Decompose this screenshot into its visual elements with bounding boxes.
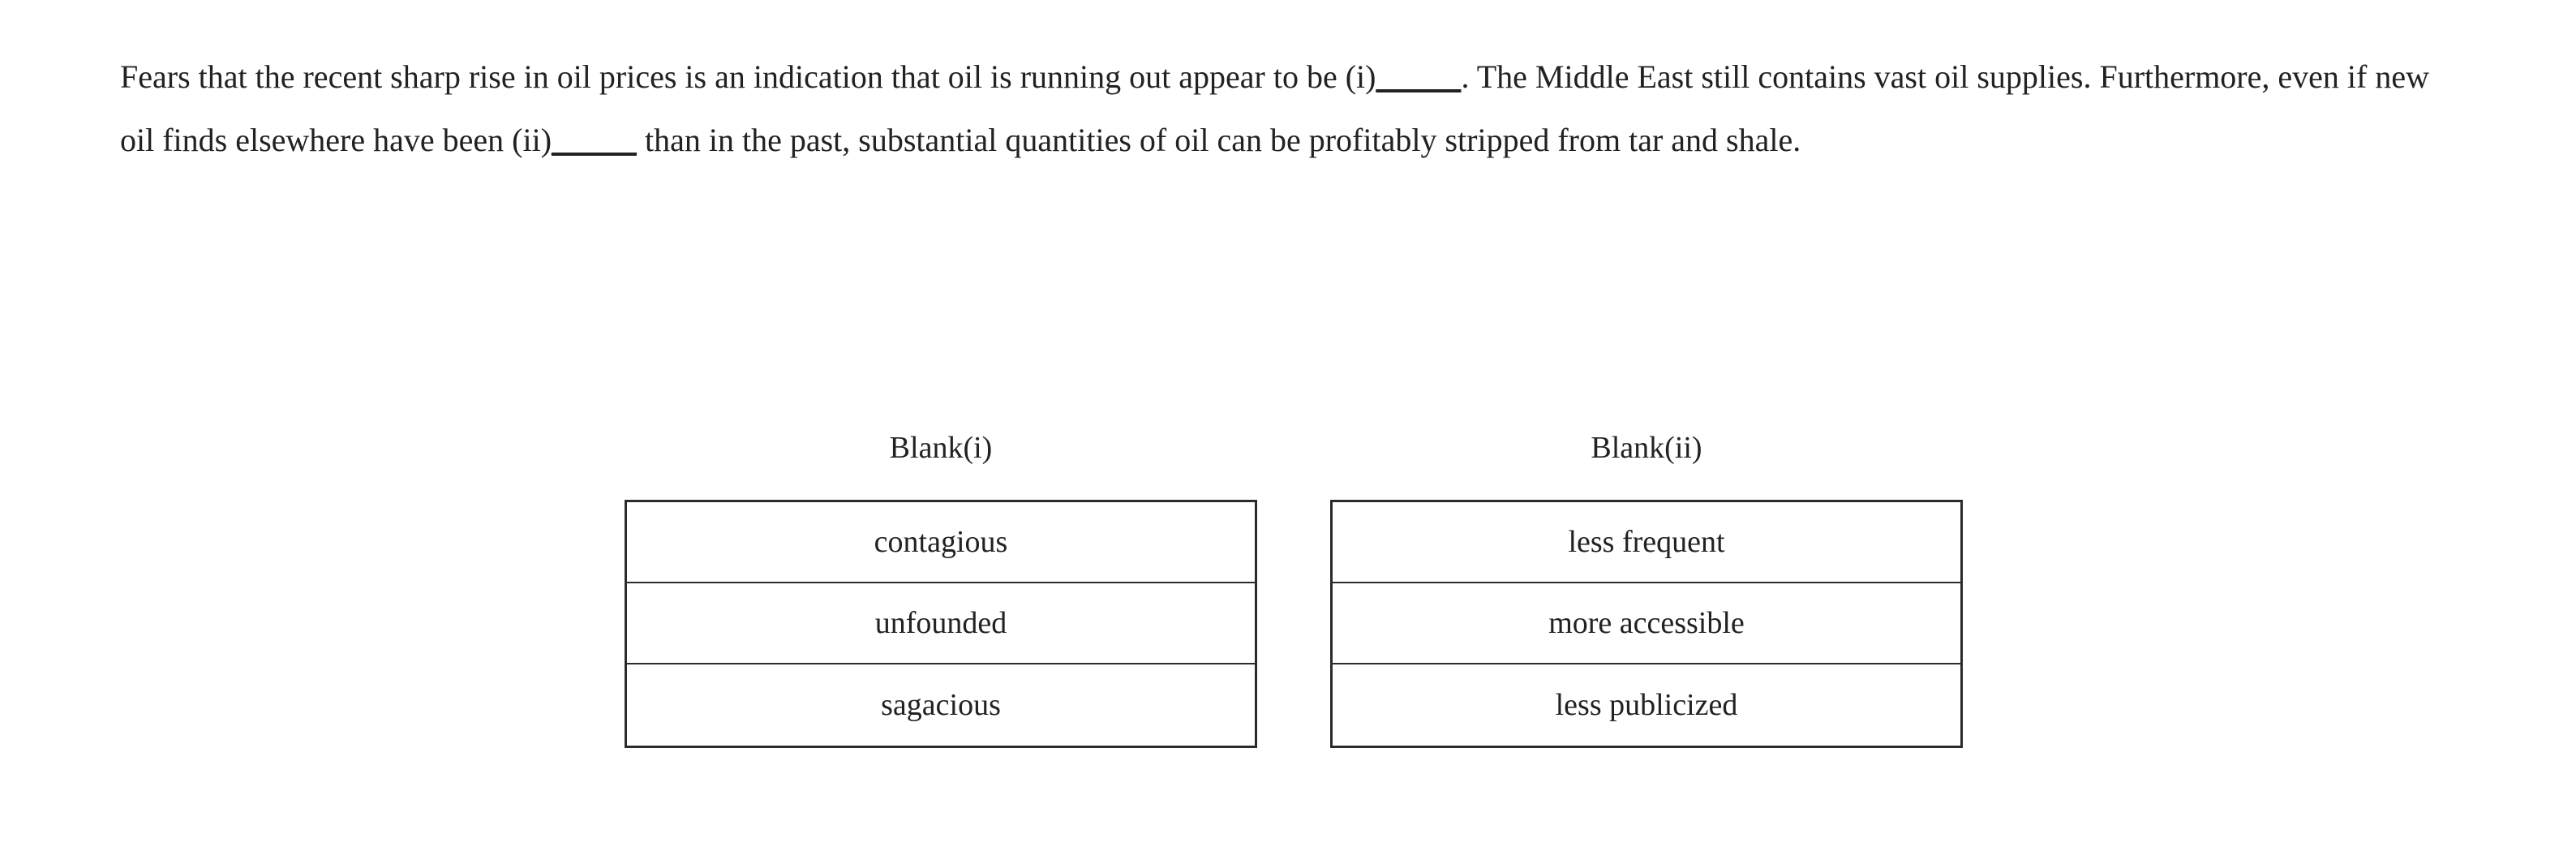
passage-segment-3: than in the past, substantial quantities of oil can be profitably stripped from tar and shale. [637, 122, 1801, 158]
choice-option-ii-1[interactable]: less frequent [1333, 502, 1960, 583]
passage-text [120, 45, 2456, 172]
column-header-blank-ii: Blank(ii) [1591, 431, 1702, 465]
column-header-blank-i: Blank(i) [889, 431, 993, 465]
choice-option-i-3[interactable]: sagacious [627, 664, 1255, 746]
answer-columns [0, 430, 2576, 811]
choice-option-ii-2[interactable]: more accessible [1333, 583, 1960, 664]
choice-option-i-1[interactable]: contagious [627, 502, 1255, 583]
choice-option-ii-3[interactable]: less publicized [1333, 664, 1960, 746]
answer-area [0, 430, 2576, 811]
passage-segment-2: . The Middle East still contains vast oil supplies. Furthermore, even if new oil finds elsewhere have been (ii) [120, 58, 2429, 158]
passage-segment-1: Fears that the recent sharp rise in oil prices is an indication that oil is running out appear to be (i) [120, 58, 1376, 95]
blank-i-placeholder: _____ [1376, 58, 1462, 95]
choice-option-i-2[interactable]: unfounded [627, 583, 1255, 664]
answer-column-blank-i [625, 430, 1257, 748]
blank-ii-placeholder: _____ [552, 122, 638, 158]
choice-table-blank-i [625, 500, 1257, 748]
choice-table-blank-ii [1330, 500, 1963, 748]
answer-column-blank-ii [1330, 430, 1963, 748]
